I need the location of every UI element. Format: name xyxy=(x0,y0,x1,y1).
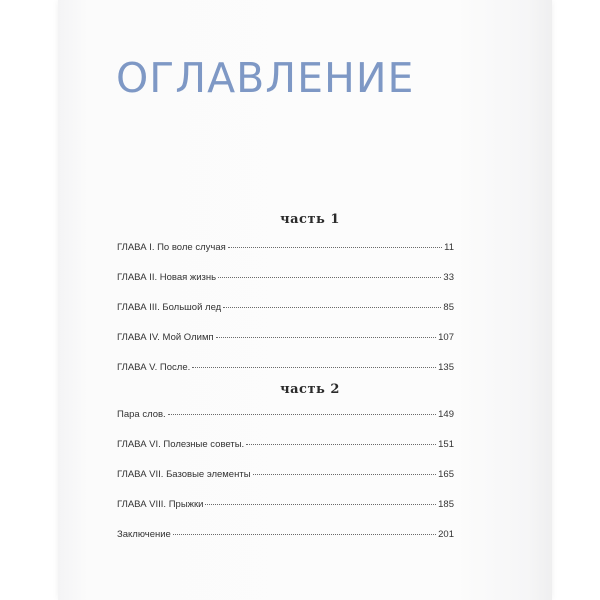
toc-entry-label: ГЛАВА II. Новая жизнь xyxy=(117,272,217,283)
toc-entry-label: Заключение xyxy=(117,529,171,540)
toc-list-part-1 xyxy=(117,242,454,392)
toc-entry xyxy=(117,272,454,302)
toc-entry-page: 85 xyxy=(443,302,454,313)
toc-entry xyxy=(117,529,454,559)
toc-entry-label: ГЛАВА V. После. xyxy=(117,362,191,373)
dot-leader xyxy=(223,307,441,308)
toc-entry-label: ГЛАВА VII. Базовые элементы xyxy=(117,469,251,480)
dot-leader xyxy=(205,504,436,505)
dot-leader xyxy=(228,247,442,248)
part-heading-2: часть 2 xyxy=(280,382,340,397)
page-title: ОГЛАВЛЕНИЕ xyxy=(116,54,415,102)
toc-entry-label: ГЛАВА VI. Полезные советы. xyxy=(117,439,245,450)
toc-entry xyxy=(117,409,454,439)
toc-entry xyxy=(117,242,454,272)
toc-entry-page: 135 xyxy=(438,362,454,373)
toc-entry-page: 165 xyxy=(438,469,454,480)
dot-leader xyxy=(246,444,436,445)
toc-list-part-2 xyxy=(117,409,454,559)
dot-leader xyxy=(168,414,436,415)
dot-leader xyxy=(192,367,436,368)
toc-entry-page: 11 xyxy=(444,242,454,253)
toc-entry xyxy=(117,499,454,529)
toc-entry-page: 33 xyxy=(443,272,454,283)
toc-entry-page: 185 xyxy=(438,499,454,510)
toc-entry-page: 151 xyxy=(438,439,454,450)
toc-entry-label: ГЛАВА VIII. Прыжки xyxy=(117,499,204,510)
toc-entry xyxy=(117,469,454,499)
toc-entry-label: Пара слов. xyxy=(117,409,166,420)
dot-leader xyxy=(218,277,441,278)
toc-entry-label: ГЛАВА IV. Мой Олимп xyxy=(117,332,214,343)
dot-leader xyxy=(173,534,436,535)
toc-entry-page: 201 xyxy=(438,529,454,540)
dot-leader xyxy=(253,474,437,475)
toc-entry xyxy=(117,302,454,332)
dot-leader xyxy=(216,337,437,338)
toc-entry xyxy=(117,439,454,469)
toc-entry-page: 107 xyxy=(438,332,454,343)
toc-entry-label: ГЛАВА III. Большой лед xyxy=(117,302,222,313)
toc-entry-label: ГЛАВА I. По воле случая xyxy=(117,242,226,253)
toc-entry-page: 149 xyxy=(438,409,454,420)
toc-entry xyxy=(117,332,454,362)
part-heading-1: часть 1 xyxy=(280,212,340,227)
